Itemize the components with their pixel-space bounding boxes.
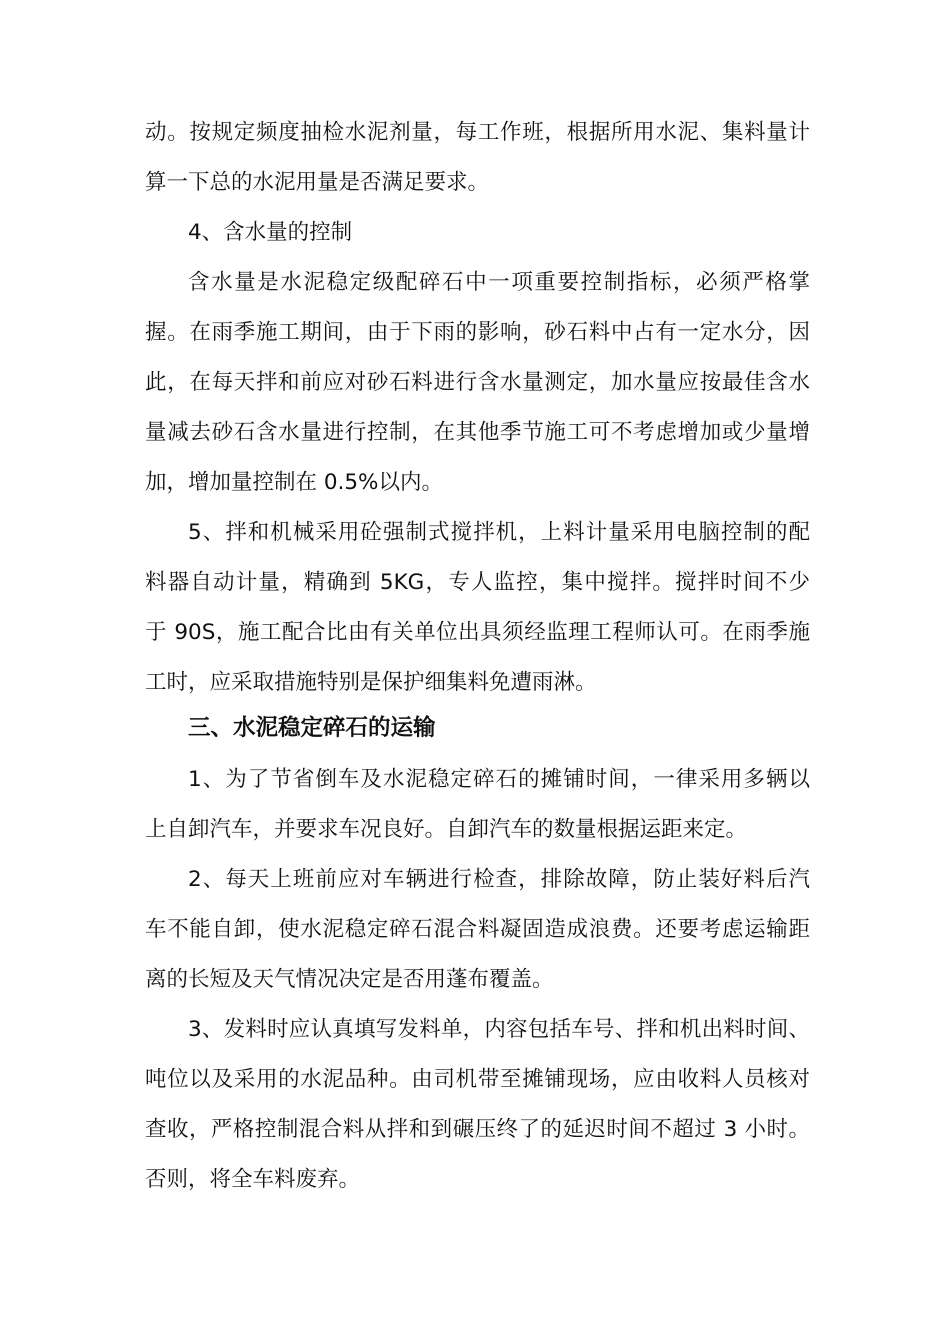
- text-line: 5、拌和机械采用砼强制式搅拌机，上料计量采用电脑控制的配: [188, 520, 810, 545]
- text-line: 1、为了节省倒车及水泥稳定碎石的摊铺时间，一律采用多辆以: [188, 767, 810, 792]
- text-line: 握。在雨季施工期间，由于下雨的影响，砂石料中占有一定水分，因: [145, 320, 810, 345]
- text-line: 含水量是水泥稳定级配碎石中一项重要控制指标，必须严格掌: [188, 270, 810, 295]
- text-line: 动。按规定频度抽检水泥剂量，每工作班，根据所用水泥、集料量计: [145, 120, 810, 145]
- text-line: 离的长短及天气情况决定是否用蓬布覆盖。: [145, 967, 554, 992]
- subheading-moisture-control: 4、含水量的控制: [188, 220, 353, 245]
- text-line: 否则，将全车料废弃。: [145, 1167, 361, 1192]
- text-line: 吨位以及采用的水泥品种。由司机带至摊铺现场，应由收料人员核对: [145, 1067, 810, 1092]
- text-line: 料器自动计量，精确到 5KG，专人监控，集中搅拌。搅拌时间不少: [145, 570, 810, 595]
- text-line: 此，在每天拌和前应对砂石料进行含水量测定，加水量应按最佳含水: [145, 370, 810, 395]
- text-line: 工时，应采取措施特别是保护细集料免遭雨淋。: [145, 670, 597, 695]
- text-line: 2、每天上班前应对车辆进行检查，排除故障，防止装好料后汽: [188, 867, 810, 892]
- text-line: 查收，严格控制混合料从拌和到碾压终了的延迟时间不超过 3 小时。: [145, 1117, 810, 1142]
- text-line: 算一下总的水泥用量是否满足要求。: [145, 170, 490, 195]
- text-line: 加，增加量控制在 0.5%以内。: [145, 470, 443, 495]
- text-line: 量减去砂石含水量进行控制，在其他季节施工可不考虑增加或少量增: [145, 420, 810, 445]
- text-line: 3、发料时应认真填写发料单，内容包括车号、拌和机出料时间、: [188, 1017, 810, 1042]
- text-line: 于 90S，施工配合比由有关单位出具须经监理工程师认可。在雨季施: [145, 620, 810, 645]
- section-heading-transport: 三、水泥稳定碎石的运输: [188, 715, 436, 741]
- text-line: 上自卸汽车，并要求车况良好。自卸汽车的数量根据运距来定。: [145, 817, 748, 842]
- text-line: 车不能自卸，使水泥稳定碎石混合料凝固造成浪费。还要考虑运输距: [145, 917, 810, 942]
